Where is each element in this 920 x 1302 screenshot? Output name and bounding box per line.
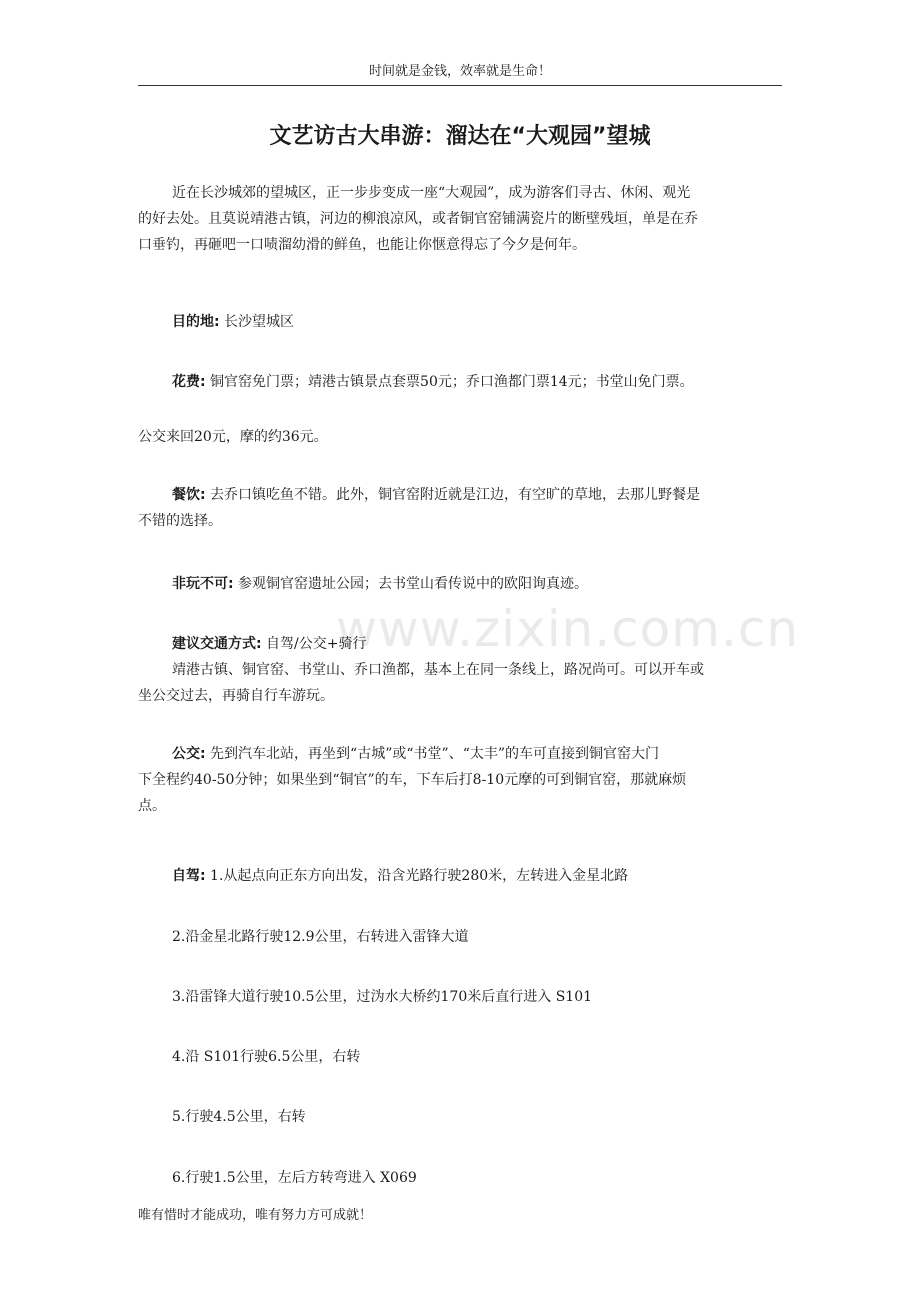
must-do-row (138, 571, 782, 597)
intro-line: 近在长沙城郊的望城区，正一步步变成一座“大观园”，成为游客们寻古、休闲、观光 (172, 185, 691, 201)
cost-value: 铜官窑免门票；靖港古镇景点套票50元；乔口渔都门票14元；书堂山免门票。 (205, 374, 694, 390)
self-drive-step-3 (138, 984, 782, 1010)
cost-label: 花费: (172, 374, 206, 390)
self-drive-step-1 (138, 863, 782, 889)
destination-label: 目的地: (172, 314, 220, 330)
self-drive-step-6 (138, 1165, 782, 1191)
cost-row (138, 369, 782, 395)
self-drive-label: 自驾: (172, 868, 206, 884)
bus-line: 下全程约40-50分钟；如果坐到“铜官”的车，下车后打8-10元摩的可到铜官窑，那就麻烦 (138, 772, 687, 788)
self-drive-step: 5.行驶4.5公里，右转 (172, 1109, 306, 1125)
self-drive-step: 2.沿金星北路行驶12.9公里，右转进入雷锋大道 (172, 929, 469, 945)
self-drive-step: 1.从起点向正东方向出发，沿含光路行驶280米，左转进入金星北路 (205, 868, 629, 884)
cost-continuation (138, 424, 782, 450)
transport-label: 建议交通方式: (172, 636, 262, 652)
header-divider (138, 85, 782, 86)
intro-paragraph (138, 180, 782, 258)
bus-line: 点。 (138, 798, 166, 814)
article-title: 文艺访古大串游：溜达在“大观园”望城 (269, 124, 651, 149)
must-do-label: 非玩不可: (172, 576, 234, 592)
destination-value: 长沙望城区 (219, 314, 295, 330)
intro-line: 的好去处。且莫说靖港古镇，河边的柳浪凉风，或者铜官窑铺满瓷片的断壁残垣，单是在乔 (138, 211, 698, 227)
transport-line: 坐公交过去，再骑自行车游玩。 (138, 688, 334, 704)
page-header: 时间就是金钱，效率就是生命！ (368, 64, 551, 79)
bus-value: 先到汽车北站，再坐到“古城”或“书堂”、“太丰”的车可直接到铜官窑大门 (205, 746, 660, 762)
self-drive-step: 3.沿雷锋大道行驶10.5公里，过沩水大桥约170米后直行进入 S101 (172, 989, 593, 1005)
page-footer: 唯有惜时才能成功，唯有努力方可成就！ (138, 1208, 373, 1223)
self-drive-step: 6.行驶1.5公里，左后方转弯进入 X069 (172, 1170, 417, 1186)
transport-section (138, 631, 782, 709)
dining-value: 去乔口镇吃鱼不错。此外，铜官窑附近就是江边，有空旷的草地，去那儿野餐是 (205, 487, 701, 503)
transport-value: 自驾/公交+骑行 (261, 636, 367, 652)
dining-row (138, 482, 782, 534)
transport-line: 靖港古镇、铜官窑、书堂山、乔口渔都，基本上在同一条线上，路况尚可。可以开车或 (172, 662, 704, 678)
dining-continuation: 不错的选择。 (138, 513, 222, 529)
watermark: www.zixin.com.cn (336, 600, 800, 658)
destination-row (138, 309, 782, 335)
self-drive-step-2 (138, 924, 782, 950)
self-drive-step-4 (138, 1044, 782, 1070)
bus-section (138, 741, 782, 819)
dining-label: 餐饮: (172, 487, 206, 503)
intro-line: 口垂钓，再砸吧一口啧溜幼滑的鲜鱼，也能让你惬意得忘了今夕是何年。 (138, 237, 586, 253)
self-drive-step: 4.沿 S101行驶6.5公里，右转 (172, 1049, 361, 1065)
must-do-value: 参观铜官窑遗址公园；去书堂山看传说中的欧阳询真迹。 (233, 576, 589, 592)
cost-continuation-text: 公交来回20元，摩的约36元。 (138, 429, 328, 445)
bus-label: 公交: (172, 746, 206, 762)
self-drive-step-5 (138, 1104, 782, 1130)
